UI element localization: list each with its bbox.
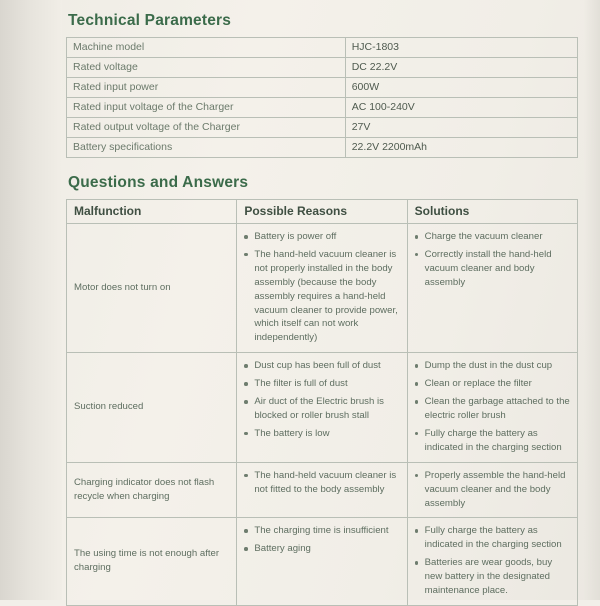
table-row xyxy=(67,462,578,518)
list-item: The charging time is insufficient xyxy=(244,524,400,538)
list-item: Dust cup has been full of dust xyxy=(244,359,400,373)
spec-value: 600W xyxy=(345,78,577,98)
spec-value: DC 22.2V xyxy=(345,58,577,78)
table-row xyxy=(67,118,578,138)
table-row xyxy=(67,518,578,606)
column-header-solutions: Solutions xyxy=(407,200,577,224)
spec-value: HJC-1803 xyxy=(345,38,577,58)
solutions-list xyxy=(415,359,571,454)
column-header-reasons: Possible Reasons xyxy=(237,200,407,224)
solutions-cell xyxy=(407,518,577,606)
solutions-cell xyxy=(407,224,577,353)
spec-label: Machine model xyxy=(67,38,346,58)
table-row xyxy=(67,138,578,158)
scan-edge-shadow-right xyxy=(584,0,600,600)
table-row xyxy=(67,38,578,58)
table-row xyxy=(67,98,578,118)
reasons-cell xyxy=(237,224,407,353)
spec-label: Rated voltage xyxy=(67,58,346,78)
reasons-cell xyxy=(237,462,407,518)
spec-value: 22.2V 2200mAh xyxy=(345,138,577,158)
table-row xyxy=(67,78,578,98)
reasons-list xyxy=(244,359,400,441)
list-item: Clean or replace the filter xyxy=(415,377,571,391)
list-item: The hand-held vacuum cleaner is not fitted to the body assembly xyxy=(244,469,400,497)
solutions-cell xyxy=(407,353,577,462)
spec-value: AC 100-240V xyxy=(345,98,577,118)
list-item: Batteries are wear goods, buy new battery in the designated maintenance place. xyxy=(415,556,571,598)
list-item: Battery aging xyxy=(244,542,400,556)
list-item: Fully charge the battery as indicated in the charging section xyxy=(415,524,571,552)
table-row xyxy=(67,58,578,78)
solutions-list xyxy=(415,524,571,598)
spec-label: Rated input voltage of the Charger xyxy=(67,98,346,118)
reasons-cell xyxy=(237,353,407,462)
malfunction-cell: The using time is not enough after charging xyxy=(67,518,237,606)
list-item: Dump the dust in the dust cup xyxy=(415,359,571,373)
list-item: Fully charge the battery as indicated in the charging section xyxy=(415,427,571,455)
reasons-cell xyxy=(237,518,407,606)
list-item: Air duct of the Electric brush is blocked or roller brush stall xyxy=(244,395,400,423)
technical-parameters-title: Technical Parameters xyxy=(68,12,232,29)
scan-edge-shadow-left xyxy=(0,0,62,600)
reasons-list xyxy=(244,230,400,345)
spec-value: 27V xyxy=(345,118,577,138)
malfunction-cell: Charging indicator does not flash recycle when charging xyxy=(67,462,237,518)
questions-answers-title: Questions and Answers xyxy=(68,174,249,191)
column-header-malfunction: Malfunction xyxy=(67,200,237,224)
solutions-cell xyxy=(407,462,577,518)
list-item: The filter is full of dust xyxy=(244,377,400,391)
list-item: The hand-held vacuum cleaner is not properly installed in the body assembly (because the body assembly requires a hand-held vacuum cleaner to provide power, which itself can not work independently) xyxy=(244,248,400,345)
list-item: Charge the vacuum cleaner xyxy=(415,230,571,244)
spec-label: Rated output voltage of the Charger xyxy=(67,118,346,138)
table-row xyxy=(67,353,578,462)
list-item: Clean the garbage attached to the electric roller brush xyxy=(415,395,571,423)
list-item: Correctly install the hand-held vacuum cleaner and body assembly xyxy=(415,248,571,290)
malfunction-cell: Motor does not turn on xyxy=(67,224,237,353)
list-item: Properly assemble the hand-held vacuum cleaner and the body assembly xyxy=(415,469,571,511)
solutions-list xyxy=(415,469,571,511)
list-item: Battery is power off xyxy=(244,230,400,244)
technical-parameters-table xyxy=(66,37,578,158)
solutions-list xyxy=(415,230,571,290)
table-header-row xyxy=(67,200,578,224)
reasons-list xyxy=(244,469,400,497)
list-item: The battery is low xyxy=(244,427,400,441)
spec-label: Rated input power xyxy=(67,78,346,98)
table-row xyxy=(67,224,578,353)
spec-label: Battery specifications xyxy=(67,138,346,158)
questions-answers-table xyxy=(66,199,578,606)
malfunction-cell: Suction reduced xyxy=(67,353,237,462)
reasons-list xyxy=(244,524,400,556)
